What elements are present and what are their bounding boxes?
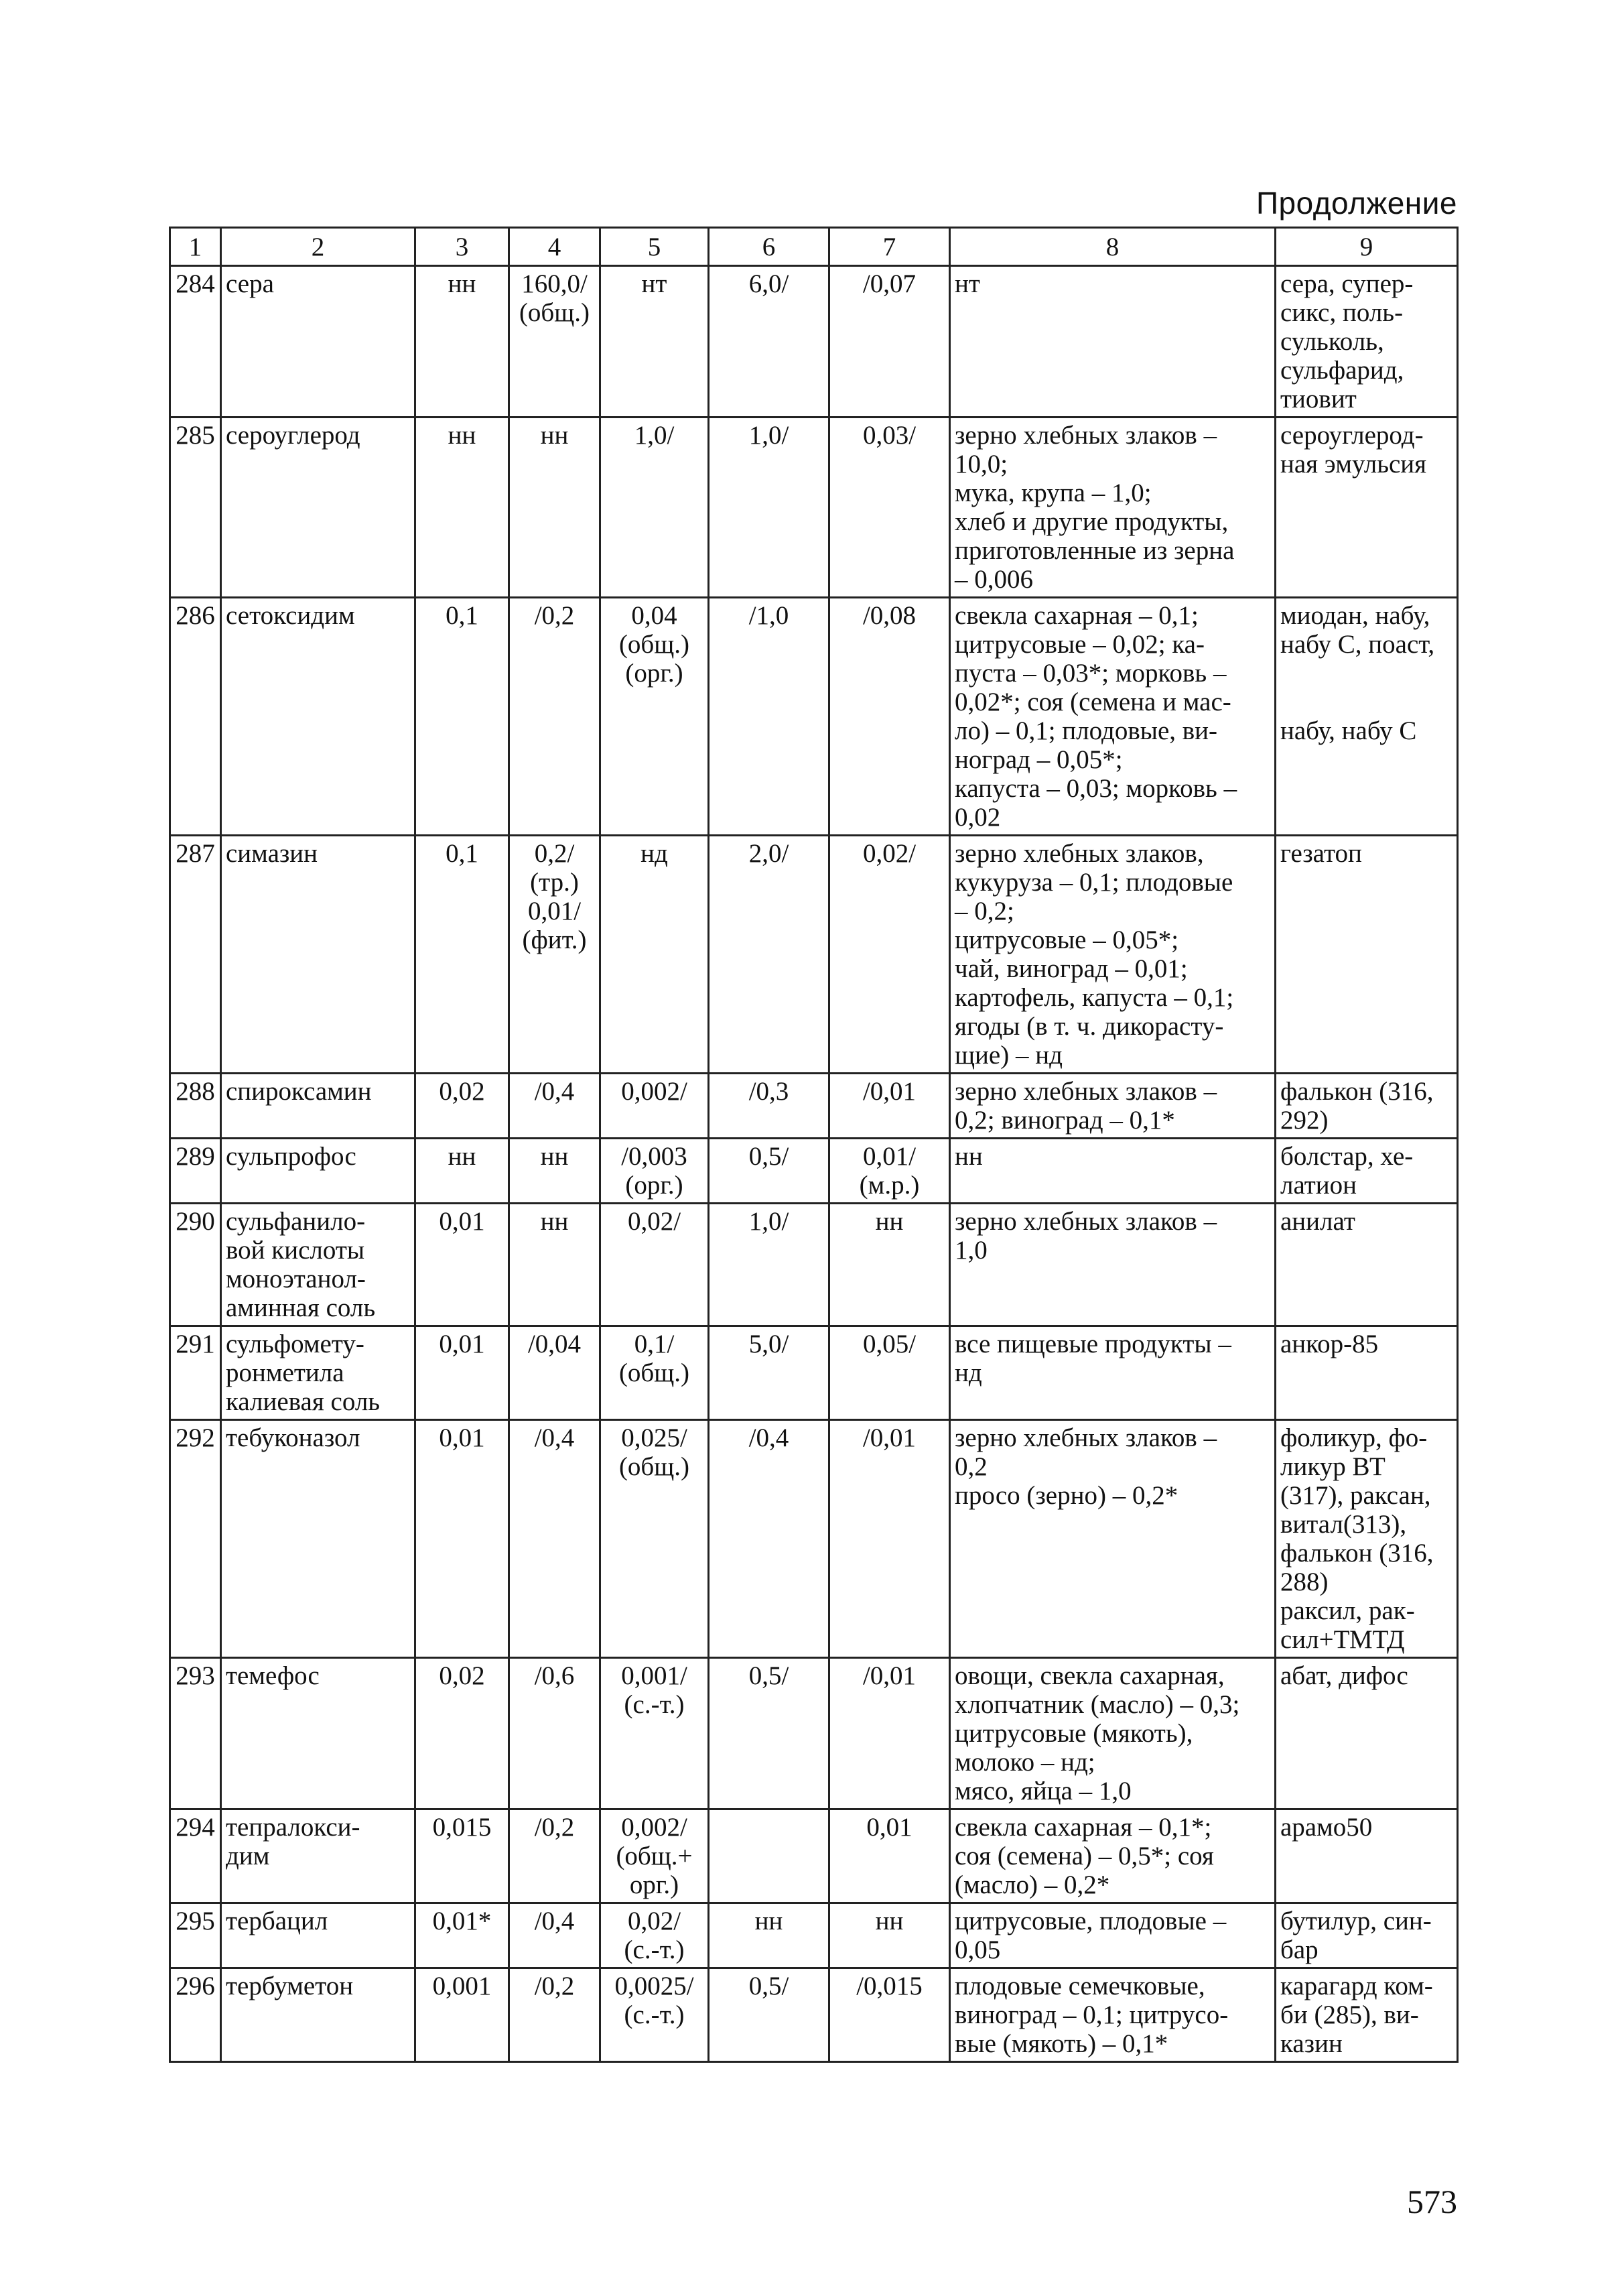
col-4-value: /0,4 [509,1074,600,1139]
col-6-value: /0,3 [709,1074,829,1139]
col-7-value: /0,07 [829,266,950,418]
table-row [170,598,1458,836]
substance-name: симазин [221,836,415,1074]
col-5-value: 0,002/ [600,1074,709,1139]
col-6-value: 2,0/ [709,836,829,1074]
table-row [170,1326,1458,1420]
products-mrl: зерно хлебных злаков, кукуруза – 0,1; плодовые – 0,2; цитрусовые – 0,05*; чай, виноград – 0,01; картофель, капуста – 0,1; ягоды (в т. ч. дикорасту- щие) – нд [950,836,1276,1074]
col-7-value: нн [829,1903,950,1968]
products-mrl: плодовые семечковые, виноград – 0,1; цитрусо- вые (мякоть) – 0,1* [950,1968,1276,2062]
col-4-value: /0,2 [509,1968,600,2062]
column-header-8: 8 [950,228,1276,266]
products-mrl: зерно хлебных злаков – 0,2 просо (зерно) – 0,2* [950,1420,1276,1658]
col-5-value: 0,02/ (с.-т.) [600,1903,709,1968]
substance-name: сульпрофос [221,1139,415,1204]
col-7-value: 0,05/ [829,1326,950,1420]
table-row [170,418,1458,598]
row-number: 285 [170,418,221,598]
products-mrl: нн [950,1139,1276,1204]
preparations: гезатоп [1276,836,1458,1074]
col-3-value: 0,01* [415,1903,509,1968]
col-7-value: /0,01 [829,1658,950,1809]
col-3-value: нн [415,418,509,598]
column-header-9: 9 [1276,228,1458,266]
row-number: 292 [170,1420,221,1658]
preparations: миодан, набу, набу С, поаст, набу, набу С [1276,598,1458,836]
products-mrl: зерно хлебных злаков – 0,2; виноград – 0,1* [950,1074,1276,1139]
col-4-value: нн [509,418,600,598]
products-mrl: свекла сахарная – 0,1; цитрусовые – 0,02; ка- пуста – 0,03*; морковь – 0,02*; соя (семена и мас- ло) – 0,1; плодовые, ви- ноград – 0,05*; капуста – 0,03; морковь – 0,02 [950,598,1276,836]
preparations: болстар, хе- латион [1276,1139,1458,1204]
col-4-value: /0,6 [509,1658,600,1809]
col-4-value: /0,4 [509,1420,600,1658]
col-3-value: 0,015 [415,1809,509,1903]
column-header-2: 2 [221,228,415,266]
table-row [170,266,1458,418]
table-row [170,1139,1458,1204]
products-mrl: овощи, свекла сахарная, хлопчатник (масло) – 0,3; цитрусовые (мякоть), молоко – нд; мясо, яйца – 1,0 [950,1658,1276,1809]
col-3-value: 0,02 [415,1074,509,1139]
column-header-5: 5 [600,228,709,266]
row-number: 293 [170,1658,221,1809]
column-header-6: 6 [709,228,829,266]
col-3-value: нн [415,266,509,418]
header-row [170,228,1458,266]
col-7-value: 0,01/ (м.р.) [829,1139,950,1204]
products-mrl: зерно хлебных злаков – 1,0 [950,1204,1276,1326]
col-6-value: /1,0 [709,598,829,836]
substance-name: сульфанило- вой кислоты моноэтанол- аминная соль [221,1204,415,1326]
col-3-value: нн [415,1139,509,1204]
col-7-value: /0,01 [829,1420,950,1658]
col-7-value: /0,01 [829,1074,950,1139]
col-6-value: нн [709,1903,829,1968]
preparations: фалькон (316, 292) [1276,1074,1458,1139]
col-5-value: /0,003 (орг.) [600,1139,709,1204]
preparations: карагард ком- би (285), ви- казин [1276,1968,1458,2062]
products-mrl: зерно хлебных злаков – 10,0; мука, крупа – 1,0; хлеб и другие продукты, приготовленные из зерна – 0,006 [950,418,1276,598]
col-6-value: 5,0/ [709,1326,829,1420]
preparations: анилат [1276,1204,1458,1326]
substance-name: сетоксидим [221,598,415,836]
products-mrl: нт [950,266,1276,418]
col-4-value: /0,2 [509,1809,600,1903]
products-mrl: все пищевые продукты – нд [950,1326,1276,1420]
products-mrl: цитрусовые, плодовые – 0,05 [950,1903,1276,1968]
mrl-table [169,227,1459,2063]
col-7-value: 0,02/ [829,836,950,1074]
col-4-value: нн [509,1204,600,1326]
col-3-value: 0,02 [415,1658,509,1809]
preparations: фоликур, фо- ликур ВТ (317), раксан, витал(313), фалькон (316, 288) раксил, рак- сил+ТМТД [1276,1420,1458,1658]
table-row [170,1903,1458,1968]
table-header [170,228,1458,266]
col-3-value: 0,1 [415,598,509,836]
preparations: абат, дифос [1276,1658,1458,1809]
preparations: анкор-85 [1276,1326,1458,1420]
col-5-value: 0,04 (общ.) (орг.) [600,598,709,836]
col-4-value: нн [509,1139,600,1204]
row-number: 290 [170,1204,221,1326]
table-row [170,836,1458,1074]
col-7-value: /0,08 [829,598,950,836]
row-number: 296 [170,1968,221,2062]
substance-name: тербуметон [221,1968,415,2062]
table-row [170,1074,1458,1139]
col-3-value: 0,1 [415,836,509,1074]
col-7-value: /0,015 [829,1968,950,2062]
column-header-7: 7 [829,228,950,266]
preparations: арамо50 [1276,1809,1458,1903]
row-number: 288 [170,1074,221,1139]
table-body [170,266,1458,2062]
row-number: 295 [170,1903,221,1968]
col-6-value: 0,5/ [709,1968,829,2062]
col-7-value: нн [829,1204,950,1326]
col-3-value: 0,01 [415,1420,509,1658]
col-6-value: 1,0/ [709,418,829,598]
preparations: сера, супер- сикс, поль- сульколь, сульфарид, тиовит [1276,266,1458,418]
col-4-value: 0,2/ (тр.) 0,01/ (фит.) [509,836,600,1074]
col-6-value: 0,5/ [709,1139,829,1204]
col-5-value: 0,025/ (общ.) [600,1420,709,1658]
col-5-value: 1,0/ [600,418,709,598]
preparations: бутилур, син- бар [1276,1903,1458,1968]
substance-name: тербацил [221,1903,415,1968]
preparations: сероуглерод- ная эмульсия [1276,418,1458,598]
col-4-value: /0,2 [509,598,600,836]
substance-name: темефос [221,1658,415,1809]
row-number: 284 [170,266,221,418]
col-5-value: нт [600,266,709,418]
products-mrl: свекла сахарная – 0,1*; соя (семена) – 0,5*; соя (масло) – 0,2* [950,1809,1276,1903]
row-number: 286 [170,598,221,836]
col-6-value: /0,4 [709,1420,829,1658]
row-number: 291 [170,1326,221,1420]
row-number: 287 [170,836,221,1074]
column-header-4: 4 [509,228,600,266]
col-5-value: 0,1/ (общ.) [600,1326,709,1420]
column-header-3: 3 [415,228,509,266]
column-header-1: 1 [170,228,221,266]
col-4-value: /0,04 [509,1326,600,1420]
col-5-value: 0,0025/ (с.-т.) [600,1968,709,2062]
substance-name: тепралокси- дим [221,1809,415,1903]
table-row [170,1204,1458,1326]
col-7-value: 0,03/ [829,418,950,598]
col-3-value: 0,001 [415,1968,509,2062]
col-4-value: 160,0/ (общ.) [509,266,600,418]
row-number: 294 [170,1809,221,1903]
table-row [170,1658,1458,1809]
col-6-value [709,1809,829,1903]
col-5-value: 0,001/ (с.-т.) [600,1658,709,1809]
col-3-value: 0,01 [415,1326,509,1420]
page-number: 573 [1407,2183,1457,2220]
col-5-value: 0,02/ [600,1204,709,1326]
col-5-value: нд [600,836,709,1074]
col-4-value: /0,4 [509,1903,600,1968]
substance-name: сера [221,266,415,418]
col-3-value: 0,01 [415,1204,509,1326]
substance-name: сульфомету- ронметила калиевая соль [221,1326,415,1420]
col-5-value: 0,002/ (общ.+ орг.) [600,1809,709,1903]
row-number: 289 [170,1139,221,1204]
substance-name: тебуконазол [221,1420,415,1658]
substance-name: спироксамин [221,1074,415,1139]
col-6-value: 6,0/ [709,266,829,418]
table-row [170,1420,1458,1658]
substance-name: сероуглерод [221,418,415,598]
col-6-value: 1,0/ [709,1204,829,1326]
col-7-value: 0,01 [829,1809,950,1903]
col-6-value: 0,5/ [709,1658,829,1809]
table-row [170,1809,1458,1903]
table-row [170,1968,1458,2062]
continuation-label: Продолжение [1256,186,1457,220]
